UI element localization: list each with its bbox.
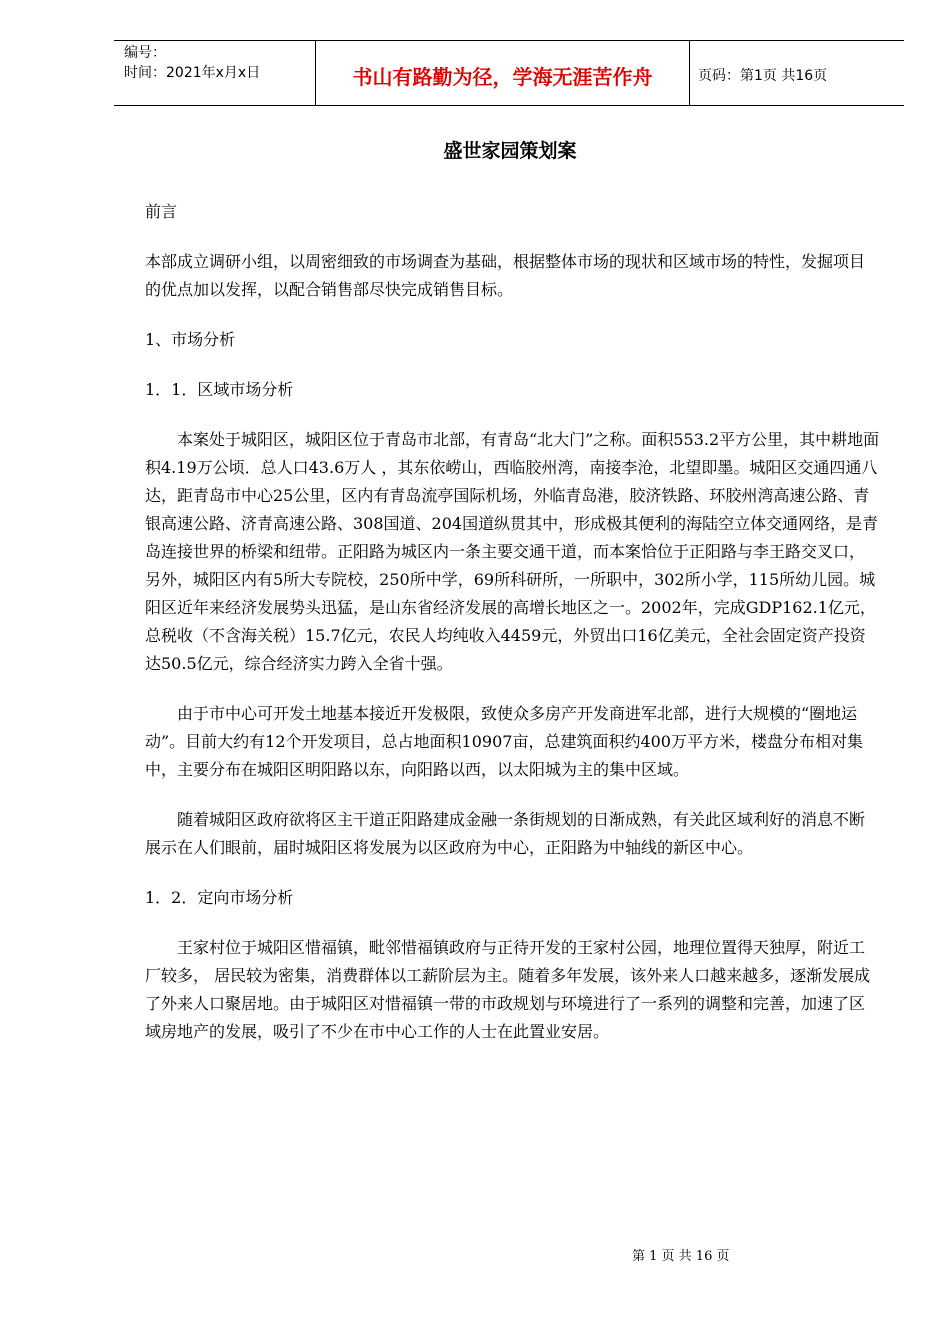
time-label: 时间：2021年x月x日 (124, 65, 261, 81)
header-page-info: 页码：第1页 共16页 (698, 68, 828, 84)
header-table (114, 40, 904, 106)
subsection-heading-regional-market: 1．1．区域市场分析 (145, 380, 294, 399)
number-label: 编号： (124, 45, 166, 61)
regional-market-paragraph-2: 由于市中心可开发土地基本接近开发极限，致使众多房产开发商进军北部，进行大规模的“圈地运动”。目前大约有12个开发项目，总占地面积10907亩，总建筑面积约400万平方米，楼盘分布相对集中，主要分布在城阳区明阳路以东，向阳路以西，以太阳城为主的集中区域。 (145, 704, 863, 779)
preface-paragraph: 本部成立调研小组，以周密细致的市场调查为基础，根据整体市场的现状和区域市场的特性，发掘项目的优点加以发挥，以配合销售部尽快完成销售目标。 (145, 252, 866, 299)
document-body (145, 198, 880, 1068)
page-footer: 第 1 页 共 16 页 (632, 1249, 730, 1264)
preface-heading: 前言 (145, 202, 178, 221)
targeted-market-paragraph: 王家村位于城阳区惜福镇，毗邻惜福镇政府与正待开发的王家村公园，地理位置得天独厚，附近工厂较多， 居民较为密集，消费群体以工薪阶层为主。随着多年发展，该外来人口越来越多，逐渐发展成了外来人口聚居地。由于城阳区对惜福镇一带的市政规划与环境进行了一系列的调整和完善，加速了区域房地产的发展，吸引了不少在市中心工作的人士在此置业安居。 (145, 938, 871, 1041)
section-heading-market-analysis: 1、市场分析 (145, 330, 236, 349)
header-motto: 书山有路勤为径，学海无涯苦作舟 (316, 41, 690, 105)
regional-market-paragraph-3: 随着城阳区政府欲将区主干道正阳路建成金融一条街规划的日渐成熟，有关此区域利好的消息不断展示在人们眼前，届时城阳区将发展为以区政府为中心，正阳路为中轴线的新区中心。 (145, 810, 866, 857)
subsection-heading-targeted-market: 1．2．定向市场分析 (145, 888, 294, 907)
regional-market-paragraph-1: 本案处于城阳区，城阳区位于青岛市北部，有青岛“北大门”之称。面积553.2平方公里，其中耕地面积4.19万公顷．总人口43.6万人 ，其东依崂山，西临胶州湾，南接李沧，北望即墨。城阳区交通四通八达，距青岛市中心25公里，区内有青岛流亭国际机场，外临青岛港，胶济铁路、环胶州湾高速公路、青银高速公路、济青高速公路、308国道、204国道纵贯其中，形成极其便利的海陆空立体交通网络，是青岛连接世界的桥梁和纽带。正阳路为城区内一条主要交通干道，而本案恰位于正阳路与李王路交叉口， 另外，城阳区内有5所大专院校，250所中学，69所科研所，一所职中，302所小学，115所幼儿园。城阳区近年来经济发展势头迅猛，是山东省经济发展的高增长地区之一。2002年，完成GDP162.1亿元，总税收（不含海关税）15.7亿元，农民人均纯收入4459元，外贸出口16亿美元，全社会固定资产投资达50.5亿元，综合经济实力跨入全省十强。 (145, 430, 880, 673)
header-meta-cell (114, 41, 316, 105)
document-title: 盛世家园策划案 (443, 140, 577, 162)
